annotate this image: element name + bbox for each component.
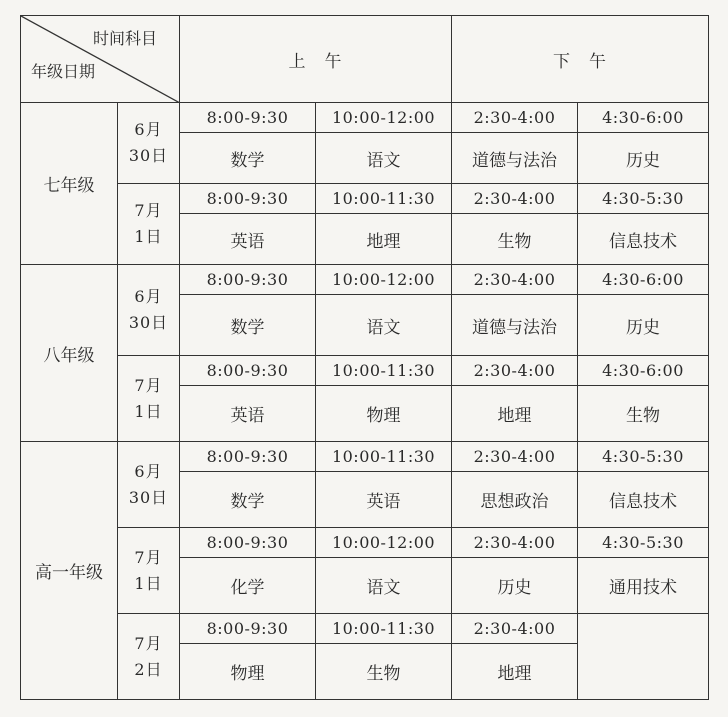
subject-cell: 地理 — [316, 214, 452, 265]
date-cell — [118, 184, 180, 265]
subject-cell: 语文 — [316, 558, 452, 614]
subject-cell: 道德与法治 — [452, 295, 578, 356]
subject-cell: 通用技术 — [578, 558, 709, 614]
corner-bottom-label: 年级日期 — [31, 62, 96, 81]
corner-top-label: 时间科目 — [92, 29, 157, 48]
date-cell — [118, 103, 180, 184]
time-cell: 2:30-4:00 — [452, 356, 578, 386]
subject-cell: 数学 — [180, 295, 316, 356]
subject-cell: 语文 — [316, 133, 452, 184]
subject-cell: 数学 — [180, 133, 316, 184]
time-row — [21, 614, 709, 644]
empty-cell — [578, 614, 709, 700]
time-cell: 4:30-6:00 — [578, 265, 709, 295]
time-cell: 8:00-9:30 — [180, 356, 316, 386]
date-month: 6月 — [134, 287, 163, 306]
subject-cell: 物理 — [316, 386, 452, 442]
time-row — [21, 184, 709, 214]
time-cell: 10:00-12:00 — [316, 103, 452, 133]
date-month: 7月 — [134, 201, 163, 220]
subject-cell: 道德与法治 — [452, 133, 578, 184]
time-cell: 10:00-11:30 — [316, 356, 452, 386]
subject-cell: 地理 — [452, 644, 578, 700]
date-day: 1日 — [134, 227, 163, 246]
time-cell: 10:00-12:00 — [316, 528, 452, 558]
date-month: 7月 — [134, 547, 163, 567]
time-cell: 4:30-5:30 — [578, 528, 709, 558]
time-cell: 8:00-9:30 — [180, 184, 316, 214]
time-cell: 2:30-4:00 — [452, 442, 578, 472]
time-cell: 2:30-4:00 — [452, 614, 578, 644]
time-cell: 4:30-6:00 — [578, 103, 709, 133]
time-cell: 10:00-11:30 — [316, 184, 452, 214]
time-cell: 8:00-9:30 — [180, 103, 316, 133]
exam-schedule — [20, 15, 709, 700]
schedule-table — [20, 15, 709, 700]
time-cell: 2:30-4:00 — [452, 103, 578, 133]
time-row — [21, 528, 709, 558]
time-cell: 2:30-4:00 — [452, 265, 578, 295]
subject-cell: 思想政治 — [452, 472, 578, 528]
subject-cell: 英语 — [180, 214, 316, 265]
morning-header: 上 午 — [180, 16, 452, 103]
date-cell — [118, 265, 180, 356]
date-day: 1日 — [134, 401, 163, 421]
date-cell — [118, 356, 180, 442]
subject-cell: 历史 — [452, 558, 578, 614]
date-day: 30日 — [128, 146, 169, 165]
time-cell: 8:00-9:30 — [180, 528, 316, 558]
date-month: 7月 — [134, 633, 163, 653]
subject-cell: 语文 — [316, 295, 452, 356]
subject-cell: 信息技术 — [578, 214, 709, 265]
subject-cell: 英语 — [180, 386, 316, 442]
date-month: 6月 — [134, 120, 163, 139]
afternoon-header: 下 午 — [452, 16, 709, 103]
date-day: 1日 — [134, 573, 163, 593]
subject-cell: 地理 — [452, 386, 578, 442]
time-cell: 2:30-4:00 — [452, 184, 578, 214]
subject-cell: 历史 — [578, 295, 709, 356]
subject-cell: 生物 — [452, 214, 578, 265]
subject-cell: 数学 — [180, 472, 316, 528]
time-row — [21, 265, 709, 295]
subject-cell: 生物 — [578, 386, 709, 442]
grade-cell: 高一年级 — [21, 442, 118, 700]
subject-cell: 英语 — [316, 472, 452, 528]
time-row — [21, 103, 709, 133]
time-row — [21, 356, 709, 386]
time-cell: 4:30-6:00 — [578, 356, 709, 386]
grade-cell: 八年级 — [21, 265, 118, 442]
corner-cell — [21, 16, 180, 103]
date-month: 6月 — [134, 461, 163, 481]
time-cell: 10:00-12:00 — [316, 265, 452, 295]
subject-cell: 生物 — [316, 644, 452, 700]
subject-cell: 物理 — [180, 644, 316, 700]
time-cell: 2:30-4:00 — [452, 528, 578, 558]
date-cell — [118, 528, 180, 614]
grade-cell: 七年级 — [21, 103, 118, 265]
date-cell — [118, 442, 180, 528]
date-day: 30日 — [128, 313, 169, 332]
time-cell: 10:00-11:30 — [316, 442, 452, 472]
subject-cell: 历史 — [578, 133, 709, 184]
time-cell: 8:00-9:30 — [180, 614, 316, 644]
time-row — [21, 442, 709, 472]
subject-cell: 化学 — [180, 558, 316, 614]
date-month: 7月 — [134, 375, 163, 395]
subject-cell: 信息技术 — [578, 472, 709, 528]
date-day: 30日 — [128, 487, 169, 507]
date-day: 2日 — [134, 659, 163, 679]
header-row — [21, 16, 709, 103]
time-cell: 4:30-5:30 — [578, 442, 709, 472]
time-cell: 4:30-5:30 — [578, 184, 709, 214]
time-cell: 8:00-9:30 — [180, 442, 316, 472]
time-cell: 8:00-9:30 — [180, 265, 316, 295]
date-cell — [118, 614, 180, 700]
time-cell: 10:00-11:30 — [316, 614, 452, 644]
